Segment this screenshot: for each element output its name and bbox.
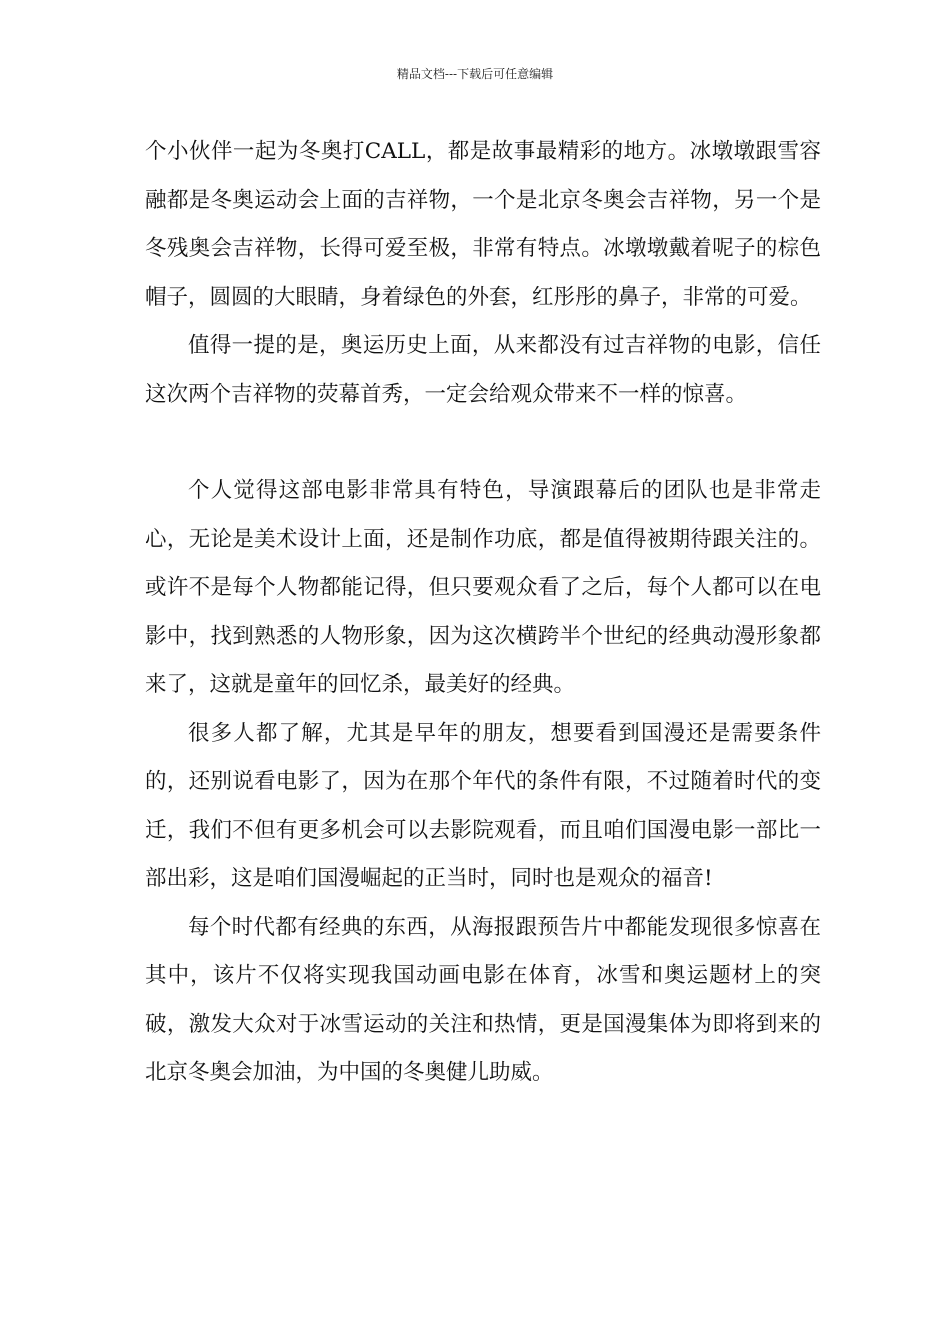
paragraph-guoman-rise: 很多人都了解，尤其是早年的朋友，想要看到国漫还是需要条件的，还别说看电影了，因为在那个年代的条件有限，不过随着时代的变迁，我们不但有更多机会可以去影院观看，而且咱们国漫电影一部比一部出彩，这是咱们国漫崛起的正当时，同时也是观众的福音! (145, 720, 821, 891)
document-body (145, 128, 821, 1098)
paragraph-film-features: 个人觉得这部电影非常具有特色，导演跟幕后的团队也是非常走心，无论是美术设计上面，还是制作功底，都是值得被期待跟关注的。或许不是每个人物都能记得，但只要观众看了之后，每个人都可以在电影中，找到熟悉的人物形象，因为这次横跨半个世纪的经典动漫形象都来了，这就是童年的回忆杀，最美好的经典。 (145, 478, 821, 697)
paragraph-classics: 每个时代都有经典的东西，从海报跟预告片中都能发现很多惊喜在其中，该片不仅将实现我国动画电影在体育，冰雪和奥运题材上的突破，激发大众对于冰雪运动的关注和热情，更是国漫集体为即将到来的北京冬奥会加油，为中国的冬奥健儿助威。 (145, 914, 821, 1085)
paragraph-continuation: 个小伙伴一起为冬奥打CALL，都是故事最精彩的地方。冰墩墩跟雪容融都是冬奥运动会上面的吉祥物，一个是北京冬奥会吉祥物，另一个是冬残奥会吉祥物，长得可爱至极，非常有特点。冰墩墩戴着呢子的棕色帽子，圆圆的大眼睛，身着绿色的外套，红彤彤的鼻子，非常的可爱。 (145, 139, 821, 310)
paragraph-mascot-debut: 值得一提的是，奥运历史上面，从来都没有过吉祥物的电影，信任这次两个吉祥物的荧幕首秀，一定会给观众带来不一样的惊喜。 (145, 333, 821, 407)
page-header: 精品文档---下载后可任意编辑 (396, 67, 554, 81)
